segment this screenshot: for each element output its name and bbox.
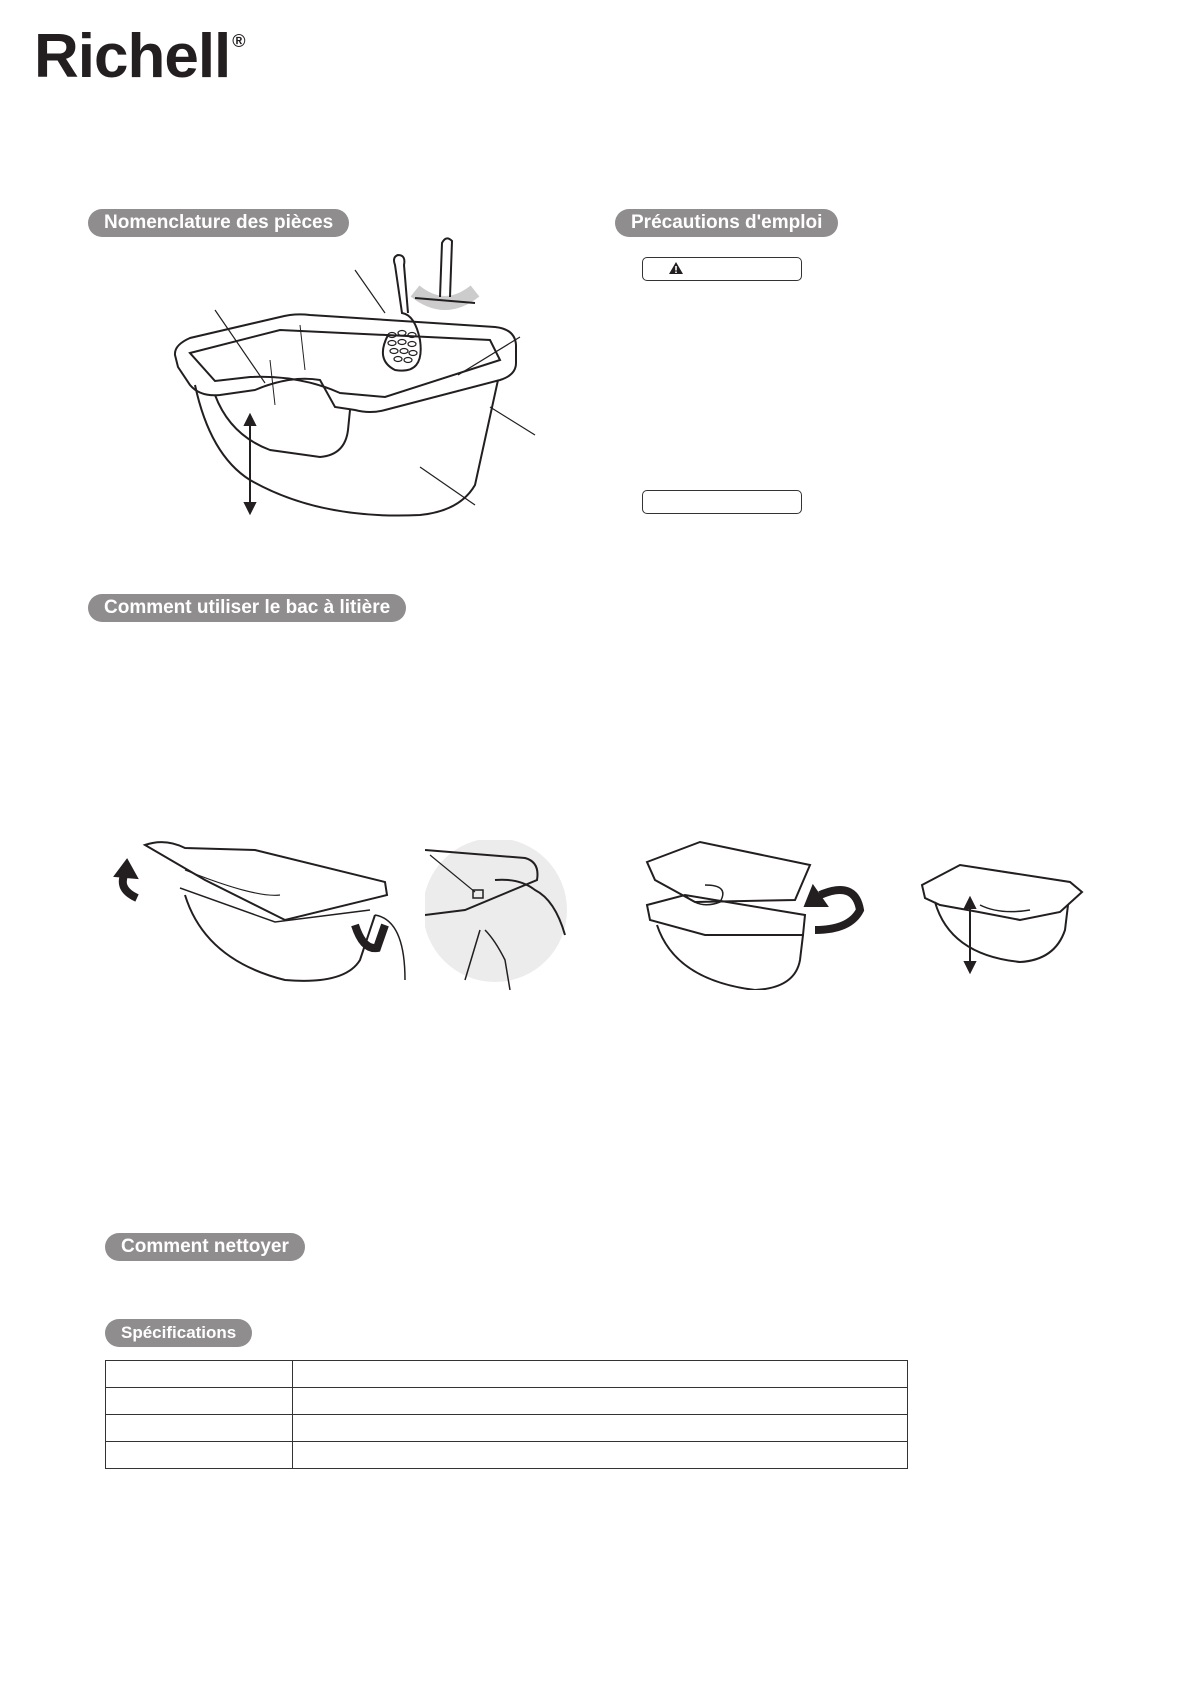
- spec-value: [293, 1361, 908, 1388]
- tray-body: [185, 895, 375, 981]
- caution-label-box: [642, 490, 802, 514]
- spec-label: [106, 1442, 293, 1469]
- section-header-cleaning: Comment nettoyer: [105, 1233, 305, 1261]
- section-header-usage: Comment utiliser le bac à litière: [88, 594, 406, 622]
- tray-entry-cutout: [215, 395, 350, 457]
- step-illustration-flip-frame: [645, 840, 875, 990]
- warning-label-box: [642, 257, 802, 281]
- spec-label: [106, 1388, 293, 1415]
- frame-lifted: [145, 842, 387, 920]
- leader-line-frame: [215, 310, 265, 383]
- leader-line-rim: [458, 337, 520, 375]
- step-illustration-remove-frame: [105, 840, 415, 990]
- frame-flipped: [647, 842, 810, 902]
- registered-mark: ®: [232, 31, 245, 52]
- table-row: [106, 1361, 908, 1388]
- tray-body: [195, 380, 498, 516]
- leader-line-latch: [490, 407, 535, 435]
- section-header-precautions: Précautions d'emploi: [615, 209, 838, 237]
- brand-name: Richell: [34, 22, 231, 91]
- scoop-holder: [440, 238, 452, 297]
- litter-box-parts-illustration: [170, 235, 540, 525]
- spec-value: [293, 1388, 908, 1415]
- section-header-specifications: Spécifications: [105, 1319, 252, 1347]
- spec-label: [106, 1361, 293, 1388]
- step-illustration-high-wall: [920, 860, 1090, 980]
- brand-logo: [34, 22, 245, 91]
- leader-line-tray: [420, 467, 475, 505]
- section-header-nomenclature: Nomenclature des pièces: [88, 209, 349, 237]
- leader-line-scoop: [355, 270, 385, 313]
- table-row: [106, 1388, 908, 1415]
- rotate-arrow-icon: [815, 890, 860, 930]
- warning-triangle-icon: [668, 261, 684, 275]
- frame-rim: [175, 314, 516, 412]
- specifications-table: [105, 1360, 908, 1469]
- spec-value: [293, 1415, 908, 1442]
- zoom-circle: [425, 840, 567, 982]
- frame-inner: [190, 330, 500, 397]
- spec-label: [106, 1415, 293, 1442]
- step-illustration-press-latch: [425, 840, 595, 990]
- table-row: [106, 1442, 908, 1469]
- table-row: [106, 1415, 908, 1442]
- spec-value: [293, 1442, 908, 1469]
